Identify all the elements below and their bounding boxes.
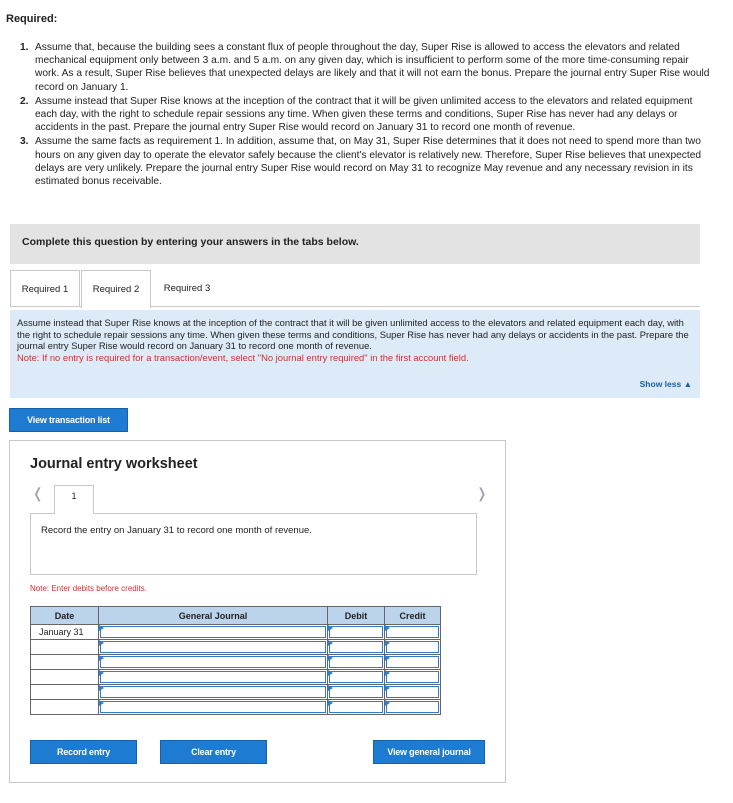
account-input[interactable] (99, 685, 328, 700)
tab-required-1[interactable]: Required 1 (10, 270, 80, 307)
credit-input[interactable] (385, 670, 441, 685)
requirement-item (20, 135, 710, 188)
record-entry-button[interactable]: Record entry (30, 740, 137, 764)
account-input[interactable] (99, 655, 328, 670)
debit-input[interactable] (328, 640, 385, 655)
tab-required-2[interactable]: Required 2 (81, 270, 151, 308)
required-title: Required: (6, 13, 58, 25)
worksheet-page-tab[interactable]: 1 (54, 485, 94, 514)
debit-input[interactable] (328, 685, 385, 700)
debit-input[interactable] (328, 670, 385, 685)
account-input[interactable] (99, 700, 328, 715)
column-header-credit: Credit (385, 607, 441, 625)
account-input[interactable] (99, 670, 328, 685)
show-less-link[interactable]: Show less ▲ (639, 379, 692, 390)
column-header-debit: Debit (328, 607, 385, 625)
table-row (31, 670, 441, 685)
view-general-journal-button[interactable]: View general journal (373, 740, 485, 764)
view-transaction-list-button[interactable]: View transaction list (9, 408, 128, 432)
date-cell (31, 700, 99, 715)
requirement-number: 2. (20, 95, 29, 107)
date-cell (31, 670, 99, 685)
table-row (31, 625, 441, 640)
requirement-text: Assume the same facts as requirement 1. In addition, assume that, on May 31, Super Rise determines that it does not need to spend more than two hours on any given day to operate the elevator safely because the client's elevator is relatively new. Therefore, Super Rise believes that unexpected delays are very unlikely. Prepare the journal entry Super Rise would record on May 31 to recognize May revenue and any necessary revision in its estimated bonus receivable. (35, 136, 702, 188)
record-description: Record the entry on January 31 to record one month of revenue. (30, 513, 477, 575)
credit-input[interactable] (385, 640, 441, 655)
tab-required-3[interactable]: Required 3 (152, 270, 222, 307)
credit-input[interactable] (385, 655, 441, 670)
chevron-left-icon[interactable]: ❬ (32, 485, 44, 501)
account-input[interactable] (99, 640, 328, 655)
journal-entry-worksheet (9, 440, 506, 783)
credit-input[interactable] (385, 685, 441, 700)
instruction-text: Assume instead that Super Rise knows at the inception of the contract that it will be given unlimited access to the elevators and related equipment each day, with the right to schedule repair sessions any time. When given these terms and conditions, Super Rise has never had any delays or accidents in the past. Prepare the journal entry Super Rise would record on January 31 to record one month of revenue. (17, 317, 689, 352)
credit-input[interactable] (385, 700, 441, 715)
date-cell (31, 685, 99, 700)
clear-entry-button[interactable]: Clear entry (160, 740, 267, 764)
column-header-general-journal: General Journal (99, 607, 328, 625)
table-row (31, 640, 441, 655)
instruction-note: Note: If no entry is required for a transaction/event, select "No journal entry required" in the first account field. (17, 351, 469, 363)
date-cell (31, 640, 99, 655)
complete-question-banner: Complete this question by entering your answers in the tabs below. (10, 224, 700, 264)
debit-input[interactable] (328, 655, 385, 670)
date-cell: January 31 (31, 625, 99, 640)
worksheet-title: Journal entry worksheet (30, 456, 198, 472)
requirement-text: Assume instead that Super Rise knows at the inception of the contract that it will be given unlimited access to the elevators and related equipment each day, with the right to schedule repair sessions any time. When given these terms and conditions, Super Rise has never had any delays or accidents in the past. Prepare the journal entry Super Rise would record on January 31 to record one month of revenue. (35, 95, 693, 134)
requirements-list (20, 41, 710, 189)
instruction-panel (10, 310, 700, 398)
requirement-number: 1. (20, 42, 29, 53)
requirement-tabs (10, 270, 700, 307)
requirement-item (20, 41, 710, 94)
debit-input[interactable] (328, 700, 385, 715)
account-input[interactable] (99, 625, 328, 640)
debits-note: Note: Enter debits before credits. (30, 584, 147, 593)
credit-input[interactable] (385, 625, 441, 640)
requirement-item (20, 95, 710, 135)
debit-input[interactable] (328, 625, 385, 640)
chevron-right-icon[interactable]: ❭ (476, 485, 488, 501)
journal-table (30, 606, 441, 715)
column-header-date: Date (31, 607, 99, 625)
requirement-text: Assume that, because the building sees a constant flux of people throughout the day, Super Rise is allowed to access the elevators and related mechanical equipment only between 3 a.m. and 5 a.m. on any given day, which is insufficient to perform some of the more time-consuming repair work. As a result, Super Rise believes that unexpected delays are likely and that it will not earn the bonus. Prepare the journal entry Super Rise would record on January 1. (35, 42, 710, 93)
table-row (31, 655, 441, 670)
date-cell (31, 655, 99, 670)
table-row (31, 700, 441, 715)
table-row (31, 685, 441, 700)
requirement-number: 3. (20, 136, 29, 148)
